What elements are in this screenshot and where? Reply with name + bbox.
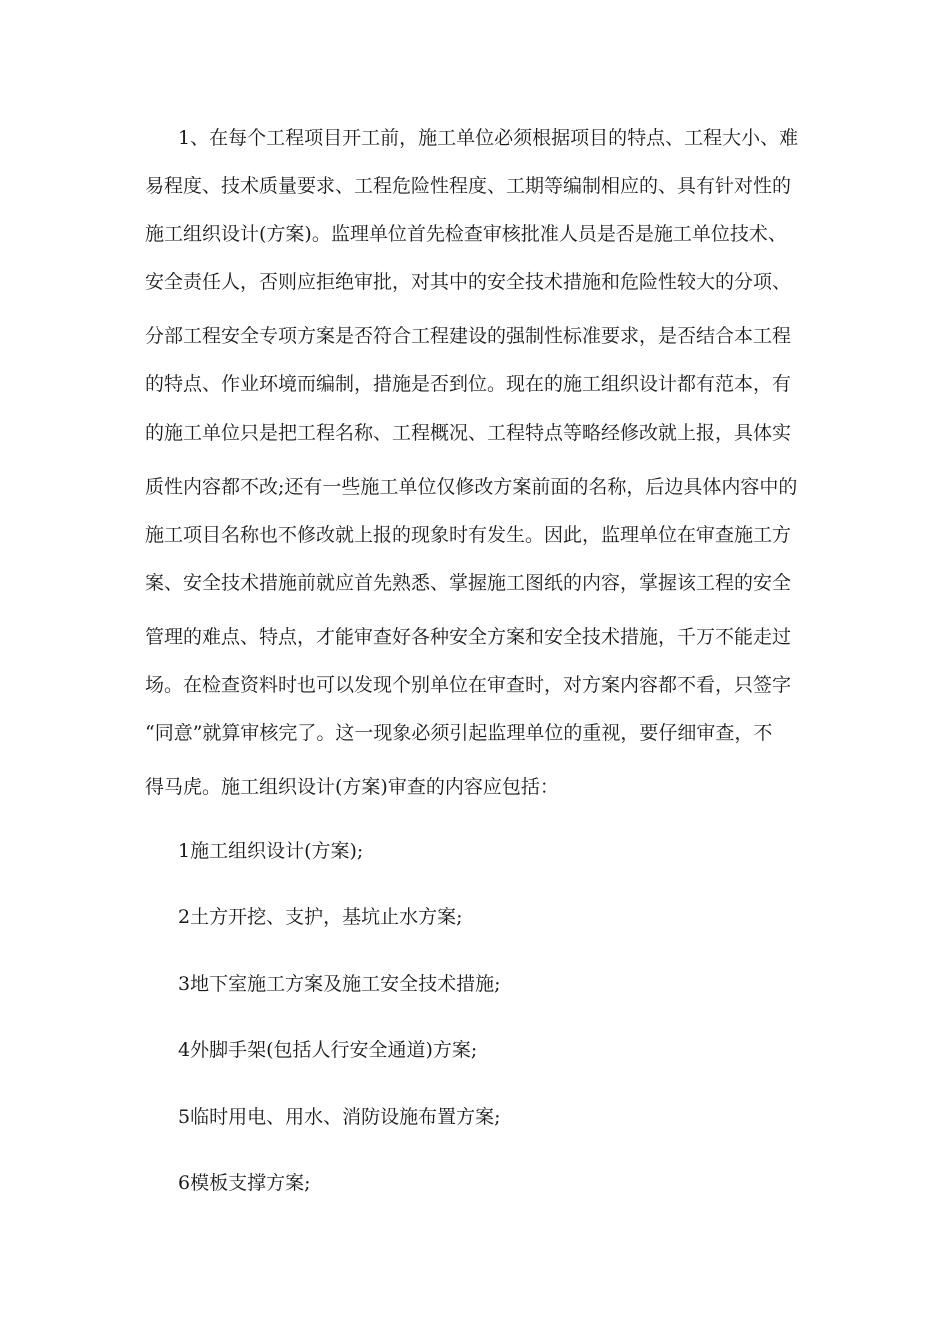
paragraph-line-14: 得马虎。施工组织设计(方案)审查的内容应包括： (145, 776, 559, 798)
list-item-5: 5临时用电、用水、消防设施布置方案; (178, 1106, 501, 1128)
paragraph-line-3: 施工组织设计(方案)。监理单位首先检查审核批准人员是否是施工单位技术、 (145, 223, 787, 245)
paragraph-line-7: 的施工单位只是把工程名称、工程概况、工程特点等略经修改就上报，具体实 (145, 422, 792, 444)
list-item-3: 3地下室施工方案及施工安全技术措施; (178, 973, 501, 995)
list-item-2: 2土方开挖、支护，基坑止水方案; (178, 906, 463, 928)
paragraph-line-8: 质性内容都不改;还有一些施工单位仅修改方案前面的名称，后边具体内容中的 (145, 476, 798, 498)
list-item-6: 6模板支撑方案; (178, 1172, 311, 1194)
paragraph-line-9: 施工项目名称也不修改就上报的现象时有发生。因此，监理单位在审查施工方 (145, 524, 792, 546)
paragraph-line-2: 易程度、技术质量要求、工程危险性程度、工期等编制相应的、具有针对性的 (145, 175, 792, 197)
paragraph-line-4: 安全责任人，否则应拒绝审批，对其中的安全技术措施和危险性较大的分项、 (145, 271, 792, 293)
paragraph-line-12: 场。在检查资料时也可以发现个别单位在审查时，对方案内容都不看，只签字 (145, 674, 792, 696)
list-item-1: 1施工组织设计(方案); (178, 840, 364, 862)
paragraph-line-1: 1、在每个工程项目开工前，施工单位必须根据项目的特点、工程大小、难 (178, 127, 799, 149)
paragraph-line-13: “同意”就算审核完了。这一现象必须引起监理单位的重视，要仔细审查，不 (145, 722, 773, 744)
list-item-4: 4外脚手架(包括人行安全通道)方案; (178, 1039, 478, 1061)
paragraph-line-5: 分部工程安全专项方案是否符合工程建设的强制性标准要求，是否结合本工程 (145, 325, 792, 347)
paragraph-line-6: 的特点、作业环境而编制，措施是否到位。现在的施工组织设计都有范本，有 (145, 373, 792, 395)
paragraph-line-11: 管理的难点、特点，才能审查好各种安全方案和安全技术措施，千万不能走过 (145, 626, 792, 648)
paragraph-line-10: 案、安全技术措施前就应首先熟悉、掌握施工图纸的内容，掌握该工程的安全 (145, 572, 792, 594)
